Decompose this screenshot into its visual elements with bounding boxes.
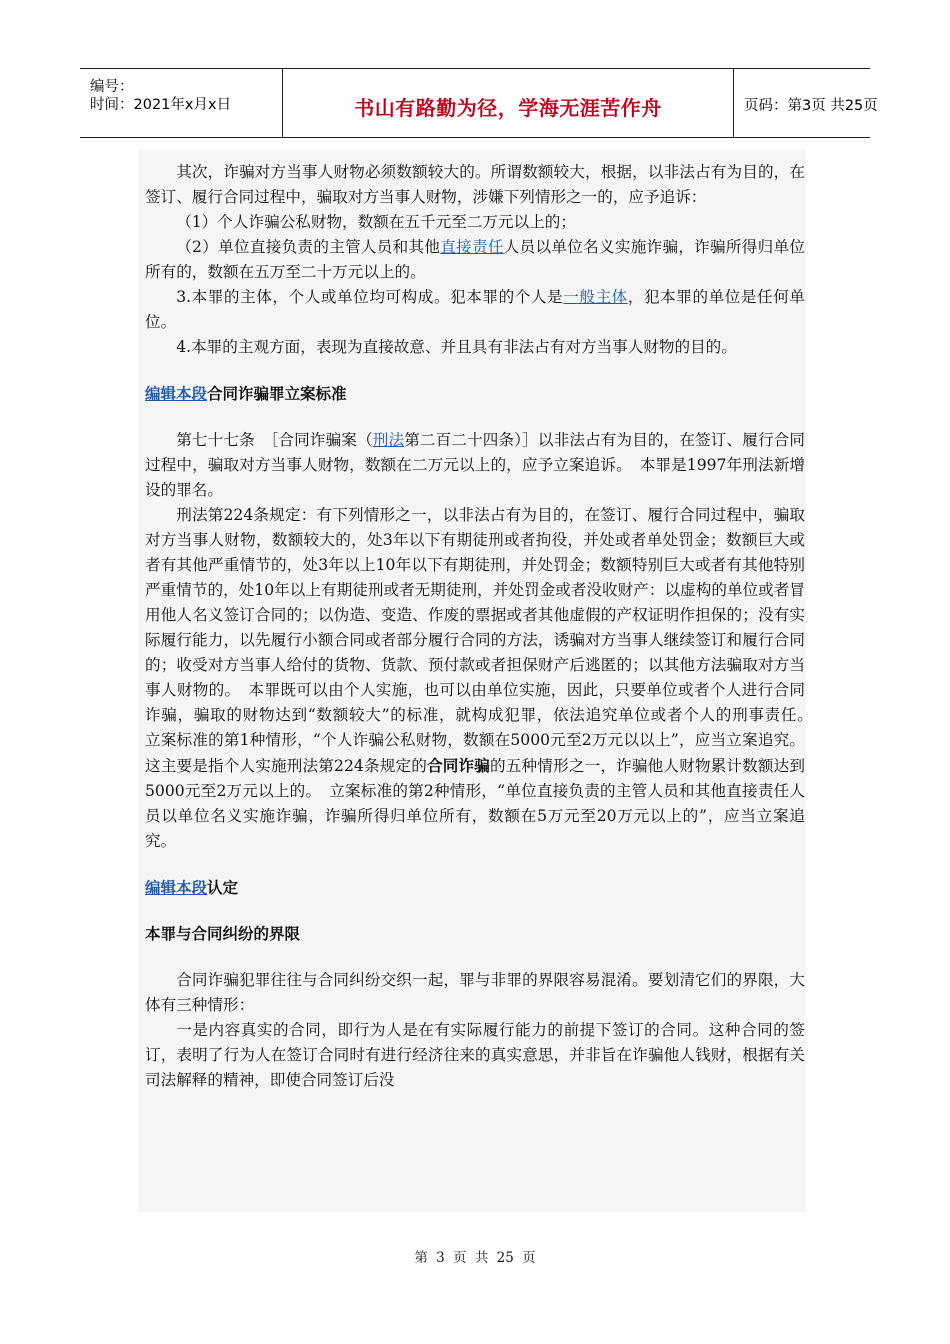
document-number-label: 编号： (90, 79, 134, 95)
paragraph: 其次，诈骗对方当事人财物必须数额较大的。所谓数额较大，根据，以非法占有为目的，在签订、履行合同过程中，骗取对方当事人财物，涉嫌下列情形之一的，应予追诉： (145, 163, 805, 206)
header-page-cell (734, 69, 878, 137)
header-motto: 书山有路勤为径，学海无涯苦作舟 (354, 96, 662, 120)
page-footer: 第 3 页 共 25 页 (414, 1250, 536, 1266)
document-date-label: 时间：2021年x月x日 (90, 97, 232, 113)
header-page-number: 页码：第3页 共25页 (744, 98, 878, 114)
section-title: 合同诈骗罪立案标准 (207, 385, 347, 403)
subsection-title: 本罪与合同纠纷的界限 (145, 925, 301, 943)
text-run: （2）单位直接负责的主管人员和其他 (176, 238, 441, 256)
term-link-criminal-law[interactable]: 刑法 (372, 431, 405, 449)
text-run: 3.本罪的主体，个人或单位均可构成。犯本罪的个人是 (176, 288, 564, 306)
document-body (145, 160, 821, 1093)
paragraph (145, 285, 805, 335)
paragraph: 4.本罪的主观方面，表现为直接故意、并且具有非法占有对方当事人财物的目的。 (176, 338, 737, 356)
header-info-cell (80, 69, 282, 137)
edit-section-link[interactable]: 编辑本段 (145, 385, 208, 403)
text-run: 的五种情形之一，诈骗他人财物累计数额达到5000元至2万元以上的。 立案标准的第2种情形，“单位直接负责的主管人员和其他直接责任人员以单位名义实施诈骗，诈骗所得归单位所有，数额在5万元至20万元以上的”，应当立案追究。 (145, 757, 805, 850)
term-link-direct-responsibility[interactable]: 直接责任 (440, 238, 504, 256)
paragraph (145, 235, 805, 285)
text-run: 第七十七条 ［合同诈骗案（ (176, 431, 373, 449)
edit-section-link[interactable]: 编辑本段 (145, 879, 208, 897)
paragraph: （1）个人诈骗公私财物，数额在五千元至二万元以上的； (176, 213, 576, 231)
page-header (80, 68, 878, 138)
paragraph (145, 428, 805, 503)
text-run: 人员以单位名义实施诈骗，诈骗所得归单位所有的，数额在五万至二十万元以上的。 (145, 238, 805, 281)
bold-term: 合同诈骗 (427, 756, 491, 775)
term-link-general-subject[interactable]: 一般主体 (563, 288, 628, 306)
header-motto-cell (282, 69, 734, 137)
paragraph: 合同诈骗犯罪往往与合同纠纷交织一起，罪与非罪的界限容易混淆。要划清它们的界限，大体有三种情形： (145, 971, 805, 1014)
text-run: ，犯本罪的单位是任何单位。 (145, 288, 805, 331)
text-run: 第二百二十四条）］以非法占有为目的，在签订、履行合同过程中，骗取对方当事人财物，数额在二万元以上的，应予立案追诉。 本罪是1997年刑法新增设的罪名。 (145, 431, 805, 499)
text-run: 刑法第224条规定：有下列情形之一，以非法占有为目的，在签订、履行合同过程中，骗取对方当事人财物，数额较大的，处3年以下有期徒刑或者拘役，并处或者单处罚金；数额巨大或者有其他严重情节的，处3年以上10年以下有期徒刑，并处罚金；数额特别巨大或者有其他特别严重情节的，处10年以上有期徒刑或者无期徒刑，并处罚金或者没收财产：以虚构的单位或者冒用他人名义签订合同的；以伪造、变造、作废的票据或者其他虚假的产权证明作担保的；没有实际履行能力，以先履行小额合同或者部分履行合同的方法，诱骗对方当事人继续签订和履行合同的；收受对方当事人给付的货物、货款、预付款或者担保财产后逃匿的；以其他方法骗取对方当事人财物的。 本罪既可以由个人实施，也可以由单位实施，因此，只要单位或者个人进行合同诈骗，骗取的财物达到“数额较大”的标准，就构成犯罪，依法追究单位或者个人的刑事责任。 立案标准的第1种情形，“个人诈骗公私财物，数额在5000元至2万元以以上”，应当立案追究。这主要是指个人实施刑法第224条规定的 (145, 506, 821, 775)
section-heading (145, 382, 805, 406)
section-title: 认定 (207, 879, 239, 897)
paragraph: 一是内容真实的合同，即行为人是在有实际履行能力的前提下签订的合同。这种合同的签订，表明了行为人在签订合同时有进行经济往来的真实意思，并非旨在诈骗他人钱财，根据有关司法解释的精神，即使合同签订后没 (145, 1021, 805, 1089)
section-heading (145, 876, 805, 900)
paragraph (145, 503, 821, 854)
